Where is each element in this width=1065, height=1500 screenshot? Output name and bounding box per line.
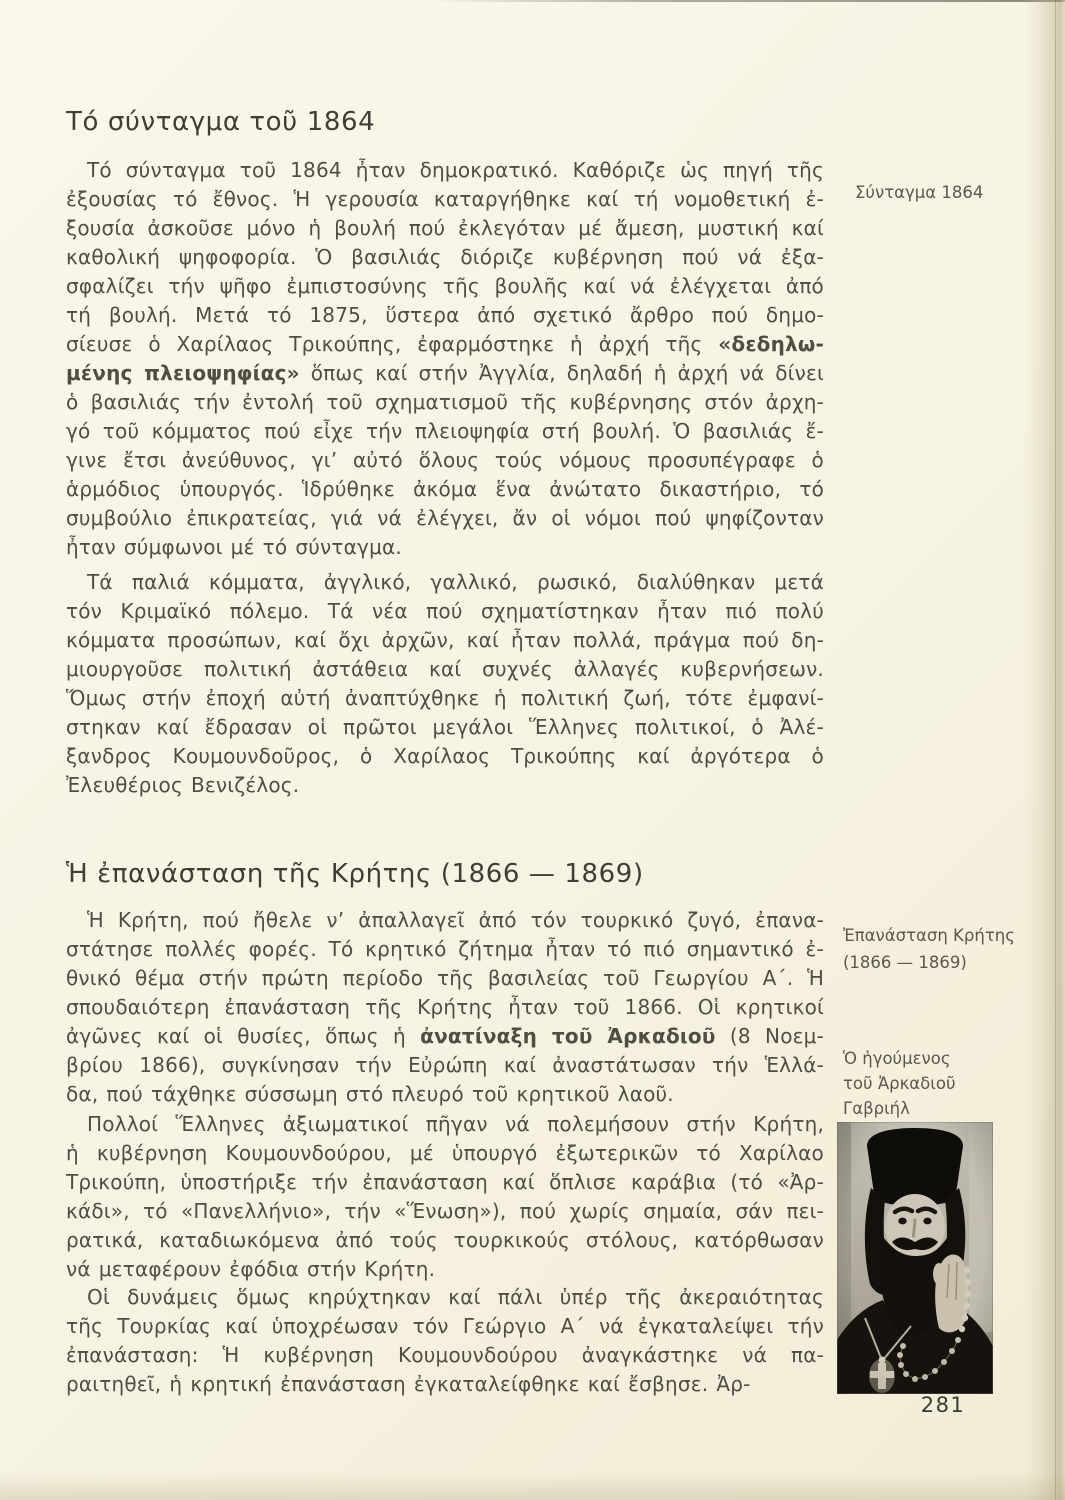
page-right-edge (1025, 0, 1065, 1500)
text-line: ραιτηθεῖ, ἡ κρητική ἐπανάσταση ἐγκαταλείφθηκε καί ἔσβησε. Ἀρ- (66, 1372, 751, 1396)
page-number: 281 (920, 1393, 966, 1417)
text-line: στάτησε πολλές φορές. Τό κρητικό ζήτημα ἦταν τό πιό σημαντικό ἐ- (66, 937, 824, 961)
page-bottom-edge-shadow (0, 1472, 1065, 1500)
margin-note-crete-revolt (843, 922, 1015, 976)
text-line: βρίου 1866), συγκίνησαν τήν Εὐρώπη καί ἀναστάτωσαν τήν Ἑλλά- (66, 1053, 824, 1077)
paragraph-crete-2 (66, 1110, 824, 1284)
text-line: κάδι», τό «Πανελλήνιο», τήν «Ἕνωση»), πού χωρίς σημαία, σάν πει- (66, 1199, 824, 1223)
paragraph-crete-1 (66, 906, 824, 1109)
text-line: συμβούλιο ἐπικρατείας, γιά νά ἐλέγχει, ἄν οἱ νόμοι πού ψηφίζονταν (66, 506, 824, 530)
photo-caption-line: Ὁ ἡγούμενος (843, 1049, 951, 1068)
photo-caption (843, 1046, 956, 1121)
text-line: τῆς Τουρκίας καί ὑποχρέωσαν τόν Γεώργιο Α΄ νά ἐγκαταλείψει τήν (66, 1314, 824, 1338)
text-line: κόμματα προσώπων, καί ὄχι ἀρχῶν, καί ἦταν πολλά, πράγμα πού δη- (66, 628, 824, 652)
text-line: μένης πλειοψηφίας» ὅπως καί στήν Ἀγγλία, δηλαδή ἡ ἀρχή νά δίνει (66, 361, 824, 385)
text-line: νά μεταφέρουν ἐφόδια στήν Κρήτη. (66, 1257, 436, 1281)
text-line: γό τοῦ κόμματος πού εἶχε τήν πλειοψηφία στή βουλή. Ὁ βασιλιάς ἔ- (66, 419, 824, 443)
text-line: Οἱ δυνάμεις ὅμως κηρύχτηκαν καί πάλι ὑπέρ τῆς ἀκεραιότητας (87, 1285, 824, 1309)
photo-caption-line: Γαβριήλ (843, 1099, 910, 1118)
text-line: σπουδαιότερη ἐπανάσταση τῆς Κρήτης ἦταν τοῦ 1866. Οἱ κρητικοί (66, 995, 824, 1019)
text-line: ἦταν σύμφωνοι μέ τό σύνταγμα. (66, 535, 402, 559)
text-line: καθολική ψηφοφορία. Ὁ βασιλιάς διόριζε κυβέρνηση πού νά ἐξα- (66, 245, 824, 269)
text-line: μιουργοῦσε πολιτική ἀστάθεια καί συχνές ἀλλαγές κυβερνήσεων. (66, 657, 824, 681)
photo-caption-line: τοῦ Ἀρκαδιοῦ (843, 1074, 956, 1093)
text-line: τή βουλή. Μετά τό 1875, ὕστερα ἀπό σχετικό ἄρθρο πού δημο- (66, 303, 824, 327)
text-line: ξουσία ἀσκοῦσε μόνο ἡ βουλή πού ἐκλεγόταν μέ ἄμεση, μυστική καί (66, 216, 824, 240)
text-line: Ἐλευθέριος Βενιζέλος. (66, 773, 300, 797)
text-line: ἡ κυβέρνηση Κουμουνδούρου, μέ ὑπουργό ἐξωτερικῶν τό Χαρίλαο (66, 1141, 824, 1165)
paragraph-constitution-2 (66, 568, 824, 800)
text-line: ἀγῶνες καί οἱ θυσίες, ὅπως ἡ ἀνατίναξη τοῦ Ἀρκαδιοῦ (8 Νοεμ- (66, 1024, 824, 1048)
text-line: θνικό θέμα στήν πρώτη περίοδο τῆς βασιλείας τοῦ Γεωργίου Α΄. Ἡ (66, 966, 824, 990)
abbot-portrait-image (837, 1122, 993, 1394)
text-line: γινε ἔτσι ἀνεύθυνος, γι’ αὐτό ὅλους τούς νόμους προσυπέγραφε ὁ (66, 448, 824, 472)
text-line: ἁρμόδιος ὑπουργός. Ἱδρύθηκε ἀκόμα ἕνα ἀνώτατο δικαστήριο, τό (66, 477, 824, 501)
text-line: Τό σύνταγμα τοῦ 1864 ἦταν δημοκρατικό. Καθόριζε ὡς πηγή τῆς (87, 158, 824, 182)
page-top-edge-shadow (430, 0, 1065, 2)
abbot-gabriel-portrait-photo (837, 1122, 993, 1394)
text-line: στηκαν καί ἔδρασαν οἱ πρῶτοι μεγάλοι Ἕλληνες πολιτικοί, ὁ Ἀλέ- (66, 715, 824, 739)
text-line: Ὅμως στήν ἐποχή αὐτή ἀναπτύχθηκε ἡ πολιτική ζωή, τότε ἐμφανί- (66, 686, 824, 710)
text-line: Τρικούπη, ὑποστήριξε τήν ἐπανάσταση καί ὅπλισε καράβια (τό «Ἀρ- (66, 1170, 824, 1194)
section-heading-constitution: Τό σύνταγμα τοῦ 1864 (66, 107, 376, 137)
text-line: ὁ βασιλιάς τήν ἐντολή τοῦ σχηματισμοῦ τῆς κυβέρνησης στόν ἀρχη- (66, 390, 824, 414)
text-line: Τά παλιά κόμματα, ἀγγλικό, γαλλικό, ρωσικό, διαλύθηκαν μετά (87, 570, 824, 594)
text-line: τόν Κριμαϊκό πόλεμο. Τά νέα πού σχηματίστηκαν ἦταν πιό πολύ (66, 599, 824, 623)
margin-note-line: (1866 — 1869) (843, 953, 967, 972)
text-line: δα, πού τάχθηκε σύσσωμη στό πλευρό τοῦ κρητικοῦ λαοῦ. (66, 1082, 674, 1106)
margin-note-constitution: Σύνταγμα 1864 (855, 183, 984, 202)
text-line: σίευσε ὁ Χαρίλαος Τρικούπης, ἐφαρμόστηκε ἡ ἀρχή τῆς «δεδηλω- (66, 332, 824, 356)
text-line: ἐξουσίας τό ἔθνος. Ἡ γερουσία καταργήθηκε καί τή νομοθετική ἐ- (66, 187, 824, 211)
text-line: ξανδρος Κουμουνδοῦρος, ὁ Χαρίλαος Τρικούπης καί ἀργότερα ὁ (66, 744, 824, 768)
text-line: Ἡ Κρήτη, πού ἤθελε ν’ ἀπαλλαγεῖ ἀπό τόν τουρκικό ζυγό, ἐπανα- (87, 908, 824, 932)
section-heading-crete: Ἡ ἐπανάσταση τῆς Κρήτης (1866 — 1869) (66, 859, 644, 889)
paragraph-constitution-1 (66, 156, 824, 562)
paragraph-crete-3 (66, 1283, 824, 1399)
text-line: σφαλίζει τήν ψῆφο ἐμπιστοσύνης τῆς βουλῆς καί νά ἐλέγχεται ἀπό (66, 274, 824, 298)
margin-note-line: Ἐπανάσταση Κρήτης (843, 926, 1015, 945)
text-line: ἐπανάσταση: Ἡ κυβέρνηση Κουμουνδούρου ἀναγκάστηκε νά πα- (66, 1343, 824, 1367)
text-line: Πολλοί Ἕλληνες ἀξιωματικοί πῆγαν νά πολεμήσουν στήν Κρήτη, (87, 1112, 824, 1136)
text-line: ρατικά, καταδιωκόμενα ἀπό τούς τουρκικούς στόλους, κατόρθωσαν (66, 1228, 824, 1252)
